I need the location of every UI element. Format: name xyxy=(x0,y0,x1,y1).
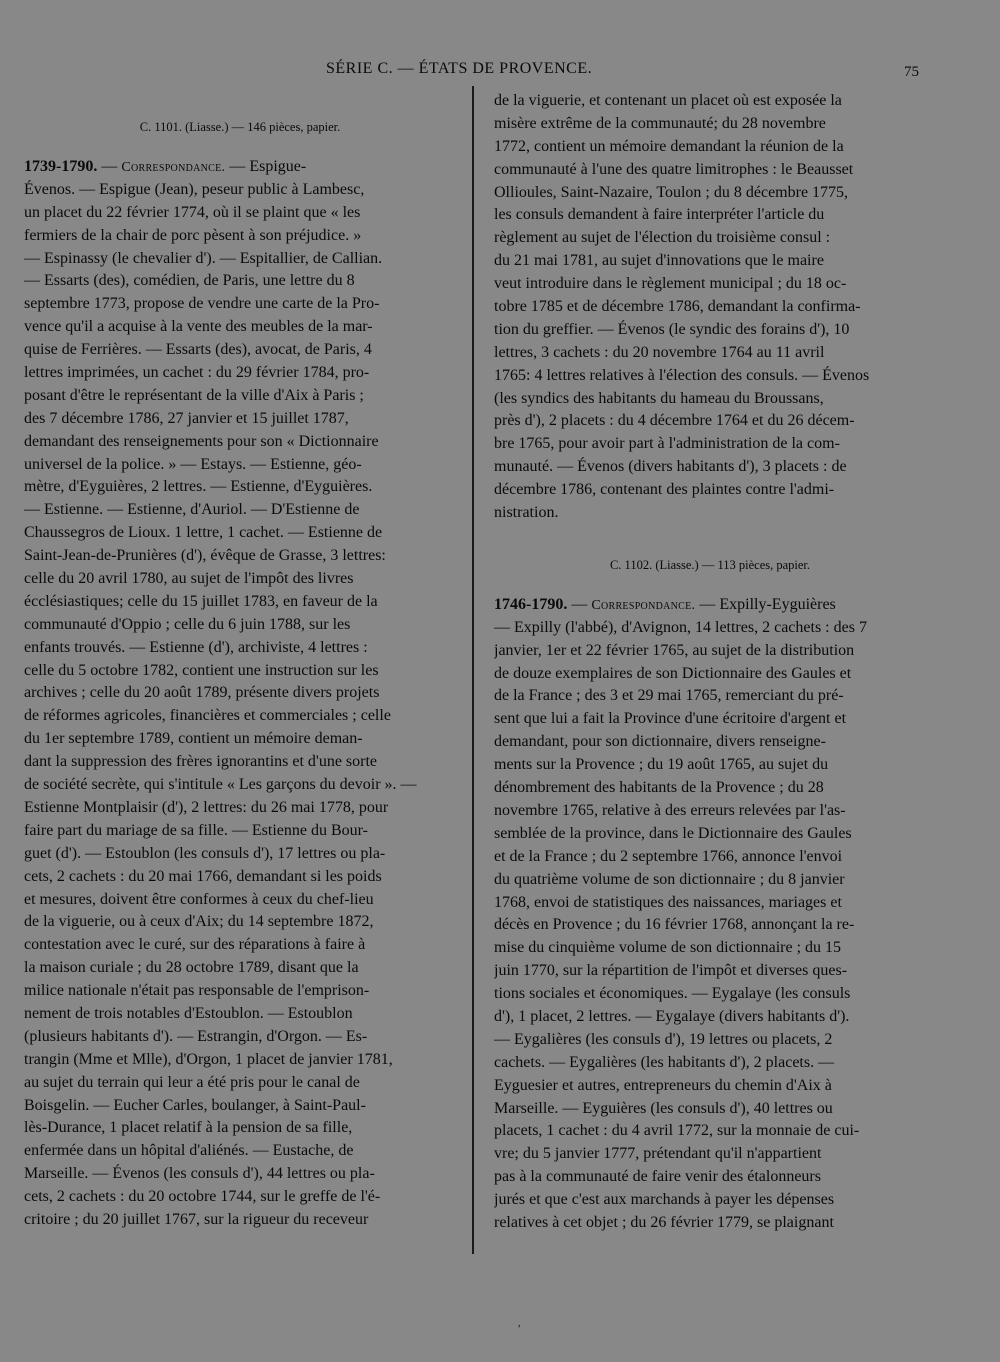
text-line: archives ; celle du 20 août 1789, présente divers projets xyxy=(24,684,380,702)
section-gap xyxy=(494,525,926,556)
text-line: lettres, 3 cachets : du 20 novembre 1764 au 11 avril xyxy=(494,343,825,361)
text-line: fermiers de la chair de porc pèsent à son préjudice. » xyxy=(24,226,362,244)
entry-subject: Correspondance. xyxy=(591,597,696,613)
text-line: guet (d'). — Estoublon (les consuls d'), 17 lettres ou pla- xyxy=(24,844,386,862)
text-line: Chaussegros de Lioux. 1 lettre, 1 cachet. — Estienne de xyxy=(24,524,383,542)
text-line: 1765: 4 lettres relatives à l'élection des consuls. — Évenos xyxy=(494,366,870,384)
text-line: décembre 1786, contenant des plaintes contre l'admi- xyxy=(494,481,835,499)
text-line: et de la France ; du 2 septembre 1766, annonce l'envoi xyxy=(494,847,843,865)
text-line: tobre 1785 et de décembre 1786, demandant la confirma- xyxy=(494,298,861,316)
text-line: Évenos. — Espigue (Jean), peseur public à Lambesc, xyxy=(24,180,365,198)
right-body-text xyxy=(494,617,926,1235)
text-line: Boisgelin. — Eucher Carles, boulanger, à Saint-Paul- xyxy=(24,1096,366,1114)
entry-first-line: 1739-1790. — Correspondance. — Espigue- xyxy=(24,158,307,175)
text-line: quise de Ferrières. — Essarts (des), avocat, de Paris, 4 xyxy=(24,341,372,359)
text-line: sent que lui a fait la Province d'une écritoire d'argent et xyxy=(494,710,847,728)
text-line: — Eygalières (les consuls d'), 19 lettres ou placets, 2 xyxy=(494,1030,833,1048)
entry-subject: Correspondance. xyxy=(121,160,226,175)
text-line: munauté. — Évenos (divers habitants d'), 3 placets : de xyxy=(494,458,847,476)
text-line: Estienne Montplaisir (d'), 2 lettres: du 26 mai 1778, pour xyxy=(24,798,389,816)
text-line: placets, 1 cachet : du 4 avril 1772, sur la monnaie de cui- xyxy=(494,1122,860,1140)
entry-first-line-rest: — Expilly-Eyguières xyxy=(695,595,836,613)
text-line: misère extrême de la communauté; du 28 novembre xyxy=(494,114,826,132)
text-line: Saint-Jean-de-Prunières (d'), évêque de Grasse, 3 lettres: xyxy=(24,547,386,565)
text-line: posant d'être le représentant de la ville d'Aix à Paris ; xyxy=(24,386,364,404)
text-line: janvier, 1er et 22 février 1765, au sujet de la distribution xyxy=(494,641,855,659)
text-line: tions sociales et économiques. — Eygalaye (les consuls xyxy=(494,985,851,1003)
text-line: semblée de la province, dans le Dictionnaire des Gaules xyxy=(494,824,852,842)
text-line: cachets. — Eygalières (les habitants d'), 2 placets. — xyxy=(494,1053,835,1071)
text-line: lettres imprimées, un cachet : du 29 février 1784, pro- xyxy=(24,364,370,382)
text-line: pas à la communauté de faire venir des étalonneurs xyxy=(494,1168,821,1186)
text-line: des 7 décembre 1786, 27 janvier et 15 juillet 1787, xyxy=(24,409,349,427)
text-line: — Expilly (l'abbé), d'Avignon, 14 lettres, 2 cachets : des 7 xyxy=(494,618,867,636)
text-line: celle du 20 avril 1780, au sujet de l'impôt des livres xyxy=(24,570,354,588)
text-line: de la France ; des 3 et 29 mai 1765, remerciant du pré- xyxy=(494,687,844,705)
text-line: écclésiastiques; celle du 15 juillet 1783, en faveur de la xyxy=(24,592,378,610)
text-line: veut introduire dans le règlement municipal ; du 18 oc- xyxy=(494,275,847,293)
text-line: mètre, d'Eyguières, 2 lettres. — Estienne, d'Eyguières. xyxy=(24,478,373,496)
text-line: tion du greffier. — Évenos (le syndic des forains d'), 10 xyxy=(494,320,850,338)
right-continuation-text xyxy=(494,90,926,525)
entry-heading-c1101: C. 1101. (Liasse.) — 146 pièces, papier. xyxy=(139,120,341,134)
text-line: au sujet du terrain qui leur a été pris pour le canal de xyxy=(24,1073,360,1091)
text-line: du 21 mai 1781, au sujet d'innovations que le maire xyxy=(494,252,824,270)
text-line: demandant des renseignements pour son « Dictionnaire xyxy=(24,432,379,450)
text-line: et mesures, doivent être conformes à ceux du chef-lieu xyxy=(24,890,374,908)
text-line: lès-Durance, 1 placet relatif à la pension de sa fille, xyxy=(24,1119,353,1137)
text-line: communauté à l'une des quatre limitrophes : le Beausset xyxy=(494,160,854,178)
text-line: relatives à cet objet ; du 26 février 1779, se plaignant xyxy=(494,1213,834,1231)
entry-date: 1746-1790. xyxy=(494,595,568,613)
text-line: juin 1770, sur la répartition de l'impôt et diverses ques- xyxy=(494,962,848,980)
text-line: — Estienne. — Estienne, d'Auriol. — D'Estienne de xyxy=(24,501,360,519)
text-line: — Essarts (des), comédien, de Paris, une lettre du 8 xyxy=(24,272,355,290)
text-line: faire part du mariage de sa fille. — Estienne du Bour- xyxy=(24,821,368,839)
text-line: ments sur la Provence ; du 19 août 1765, au sujet du xyxy=(494,756,829,774)
entry-first-line-rest: — Espigue- xyxy=(225,158,307,175)
text-line: d'), 1 placet, 2 lettres. — Eygalaye (divers habitants d'). xyxy=(494,1007,850,1025)
text-line: communauté d'Oppio ; celle du 6 juin 1788, sur les xyxy=(24,615,351,633)
text-line: enfermée dans un hôpital d'aliénés. — Eustache, de xyxy=(24,1142,354,1160)
text-line: 1768, envoi de statistiques des naissances, mariages et xyxy=(494,893,842,911)
text-line: vence qu'il a acquise à la vente des meubles de la mar- xyxy=(24,318,373,336)
text-line: de société secrète, qui s'intitule « Les garçons du devoir ». — xyxy=(24,776,417,794)
text-line: de la viguerie, et contenant un placet où est exposée la xyxy=(494,92,842,109)
text-line: règlement au sujet de l'élection du troisième consul : xyxy=(494,229,831,247)
text-line: la maison curiale ; du 28 octobre 1789, disant que la xyxy=(24,959,359,977)
left-column xyxy=(24,118,456,1232)
text-line: septembre 1773, propose de vendre une carte de la Pro- xyxy=(24,295,380,313)
text-line: un placet du 22 février 1774, où il se plaint que « les xyxy=(24,203,361,221)
text-line: du quatrième volume de son dictionnaire ; du 8 janvier xyxy=(494,870,845,888)
column-divider xyxy=(472,86,474,1254)
text-line: cets, 2 cachets : du 20 mai 1766, demandant si les poids xyxy=(24,867,382,885)
page-number: 75 xyxy=(904,64,919,80)
text-line: nement de trois notables d'Estoublon. — Estoublon xyxy=(24,1004,353,1022)
running-title: SÉRIE C. — ÉTATS DE PROVENCE. xyxy=(326,60,593,77)
entry-first-line: 1746-1790. — Correspondance. — Expilly-Eyguières xyxy=(494,595,836,613)
text-line: enfants trouvés. — Estienne (d'), archiviste, 4 lettres : xyxy=(24,638,368,656)
text-line: de réformes agricoles, financières et commerciales ; celle xyxy=(24,707,391,725)
text-line: Eyguesier et autres, entrepreneurs du chemin d'Aix à xyxy=(494,1076,832,1094)
text-line: près d'), 2 placets : du 4 décembre 1764 et du 26 décem- xyxy=(494,412,855,430)
text-line: Ollioules, Saint-Nazaire, Toulon ; du 8 décembre 1775, xyxy=(494,183,849,201)
text-line: (plusieurs habitants d'). — Estrangin, d'Orgon. — Es- xyxy=(24,1027,368,1045)
text-line: du 1er septembre 1789, contient un mémoire deman- xyxy=(24,730,363,748)
text-line: vre; du 5 janvier 1777, prétendant qu'il n'appartient xyxy=(494,1145,822,1163)
right-column xyxy=(494,90,926,1235)
text-line: cets, 2 cachets : du 20 octobre 1744, sur le greffe de l'é- xyxy=(24,1188,381,1206)
left-body-text xyxy=(24,179,456,1232)
entry-date: 1739-1790. xyxy=(24,158,98,175)
text-line: milice nationale n'était pas responsable de l'emprison- xyxy=(24,982,370,1000)
text-line: jurés et que c'est aux marchands à payer les dépenses xyxy=(494,1191,835,1209)
text-line: novembre 1765, relative à des erreurs relevées par l'as- xyxy=(494,801,846,819)
text-line: dénombrement des habitants de la Provence ; du 28 xyxy=(494,779,824,797)
text-line: bre 1765, pour avoir part à l'administration de la com- xyxy=(494,435,840,453)
text-line: Marseille. — Eyguières (les consuls d'), 40 lettres ou xyxy=(494,1099,833,1117)
text-line: mise du cinquième volume de son dictionnaire ; du 15 xyxy=(494,939,842,957)
text-line: 1772, contient un mémoire demandant la réunion de la xyxy=(494,137,844,155)
text-line: — Espinassy (le chevalier d'). — Espitallier, de Callian. xyxy=(24,249,383,267)
entry-heading-c1102: C. 1102. (Liasse.) — 113 pièces, papier. xyxy=(609,557,811,572)
text-line: contestation avec le curé, sur des réparations à faire à xyxy=(24,936,366,954)
text-line: universel de la police. » — Estays. — Estienne, géo- xyxy=(24,455,362,473)
text-line: critoire ; du 20 juillet 1767, sur la rigueur du receveur xyxy=(24,1210,369,1228)
stray-mark: , xyxy=(518,1318,521,1329)
text-line: dant la suppression des frères ignorantins et d'une sorte xyxy=(24,753,378,771)
text-line: Marseille. — Évenos (les consuls d'), 44 lettres ou pla- xyxy=(24,1165,375,1183)
text-line: de douze exemplaires de son Dictionnaire des Gaules et xyxy=(494,664,852,682)
text-line: celle du 5 octobre 1782, contient une instruction sur les xyxy=(24,661,379,679)
text-line: les consuls demandent à faire interpréter l'article du xyxy=(494,206,825,224)
text-line: nistration. xyxy=(494,504,559,522)
text-line: demandant, pour son dictionnaire, divers renseigne- xyxy=(494,733,826,751)
text-line: (les syndics des habitants du hameau du Broussans, xyxy=(494,389,824,407)
text-line: trangin (Mme et Mlle), d'Orgon, 1 placet de janvier 1781, xyxy=(24,1050,393,1068)
text-line: décès en Provence ; du 16 février 1768, annonçant la re- xyxy=(494,916,855,934)
text-line: de la viguerie, ou à ceux d'Aix; du 14 septembre 1872, xyxy=(24,913,374,931)
